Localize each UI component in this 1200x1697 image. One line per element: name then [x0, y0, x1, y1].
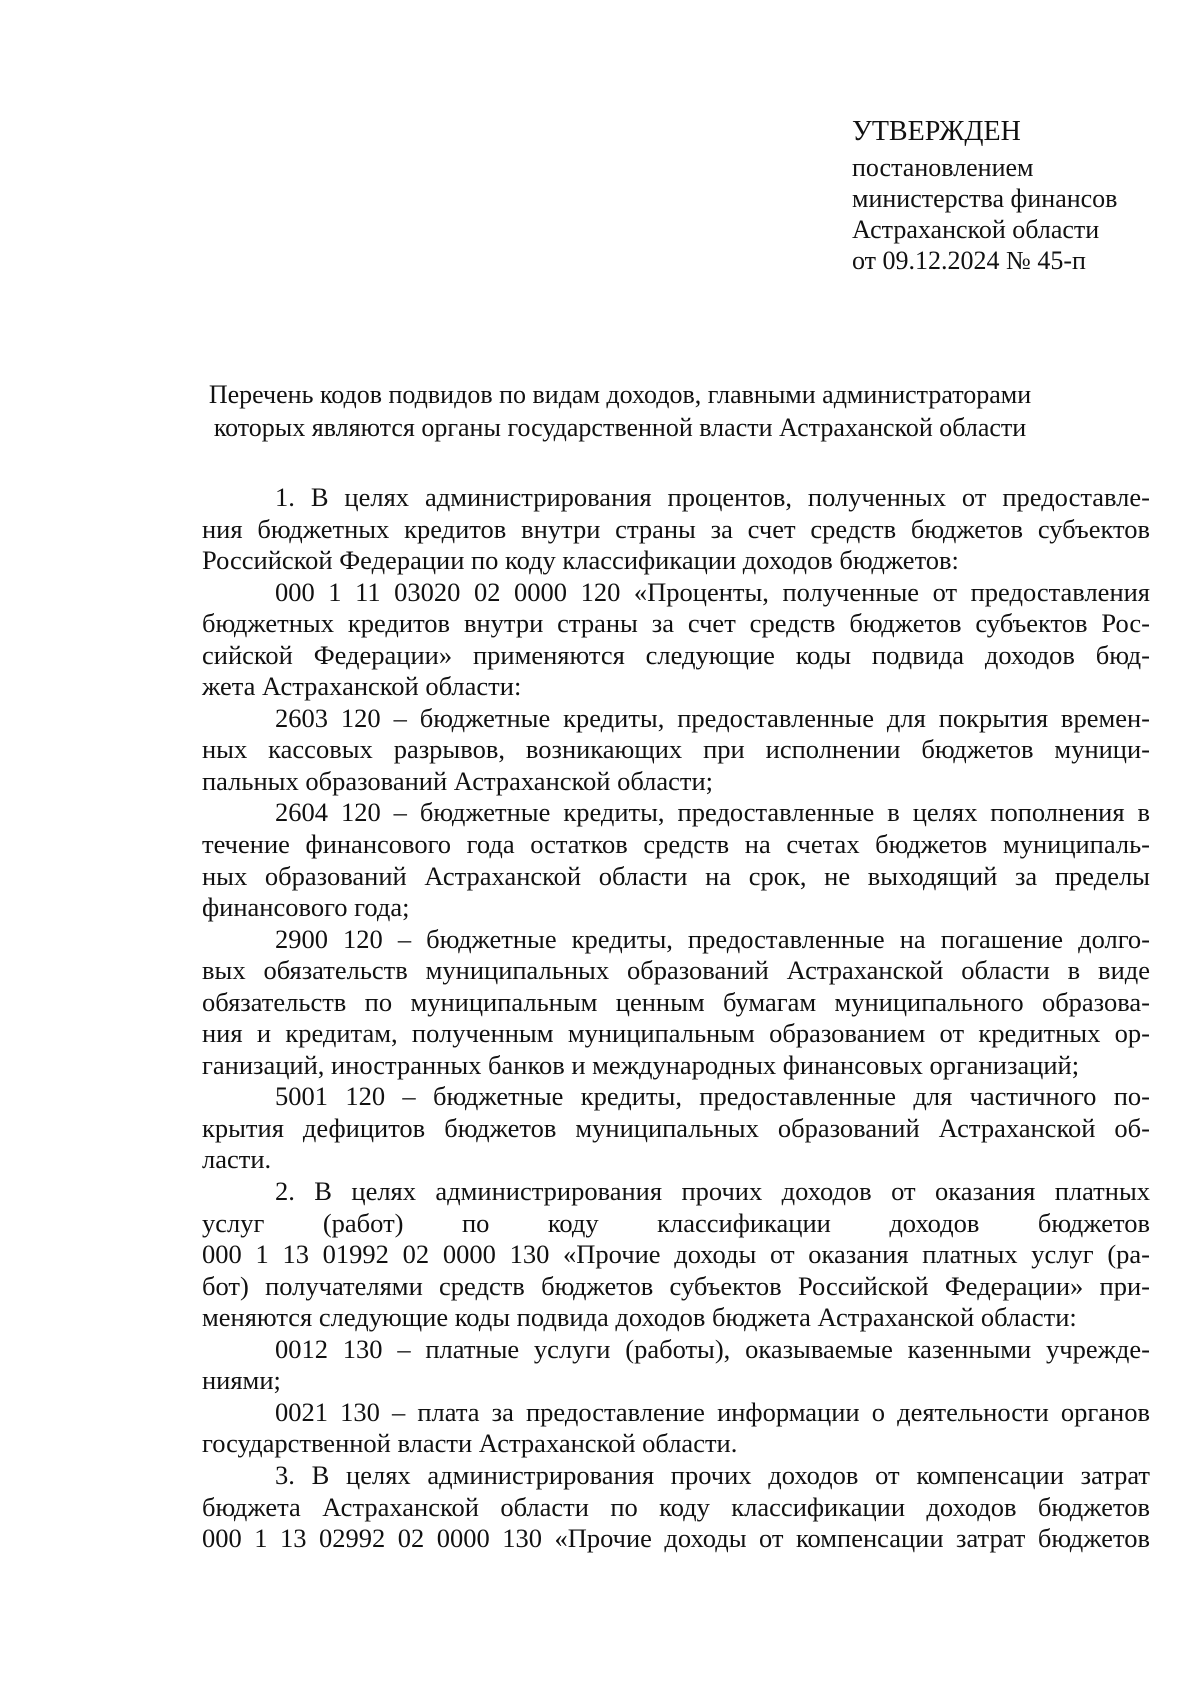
paragraph-line: жета Астраханской области:: [202, 671, 522, 702]
paragraph-line: пальных образований Астраханской области;: [202, 765, 714, 796]
paragraph-line: сийской Федерации» применяются следующие коды подвида доходов бюд-: [202, 639, 1150, 670]
paragraph: [202, 797, 1150, 923]
heading-line: Перечень кодов подвидов по видам доходов, главными администраторами: [208, 380, 1032, 409]
paragraph: [202, 577, 1150, 703]
document-heading: [180, 378, 1060, 444]
paragraph: [202, 1334, 1150, 1397]
paragraph-line: ных кассовых разрывов, возникающих при исполнении бюджетов муници-: [202, 734, 1150, 765]
paragraph-line: 000 1 13 01992 02 0000 130 «Прочие доходы от оказания платных услуг (ра-: [202, 1239, 1150, 1270]
paragraph-line: 1. В целях администрирования процентов, полученных от предоставле-: [275, 482, 1150, 512]
approval-stamp: [852, 112, 1172, 276]
heading-line: которых являются органы государственной власти Астраханской области: [213, 413, 1027, 442]
paragraph-line: ласти.: [202, 1144, 272, 1175]
paragraph-line: 2603 120 – бюджетные кредиты, предоставленные для покрытия времен-: [275, 702, 1150, 733]
paragraph-line: бюджета Астраханской области по коду классификации доходов бюджетов: [202, 1491, 1150, 1522]
paragraph-line: 5001 120 – бюджетные кредиты, предоставленные для частичного по-: [275, 1081, 1150, 1112]
approval-line: от 09.12.2024 № 45-п: [852, 246, 1086, 275]
paragraph: [202, 1176, 1150, 1334]
paragraph-line: течение финансового года остатков средств на счетах бюджетов муниципаль-: [202, 829, 1150, 860]
paragraph-line: вых обязательств муниципальных образований Астраханской области в виде: [202, 955, 1150, 986]
document-body: [202, 482, 1150, 1555]
paragraph-line: 2604 120 – бюджетные кредиты, предоставленные в целях пополнения в: [275, 797, 1150, 828]
paragraph-line: 000 1 11 03020 02 0000 120 «Проценты, полученные от предоставления: [275, 576, 1150, 607]
paragraph-line: финансового года;: [202, 892, 410, 923]
paragraph: [202, 1460, 1150, 1555]
approval-line: постановлением: [852, 153, 1034, 182]
paragraph-line: ганизаций, иностранных банков и международных финансовых организаций;: [202, 1049, 1080, 1080]
paragraph-line: 2. В целях администрирования прочих доходов от оказания платных: [275, 1176, 1150, 1207]
paragraph-line: ниями;: [202, 1365, 281, 1396]
paragraph: [202, 924, 1150, 1082]
paragraph-line: бот) получателями средств бюджетов субъектов Российской Федерации» при-: [202, 1270, 1150, 1301]
paragraph-line: обязательств по муниципальным ценным бумагам муниципального образова-: [202, 986, 1150, 1017]
approval-line: министерства финансов: [852, 184, 1118, 213]
paragraph-line: 2900 120 – бюджетные кредиты, предоставленные на погашение долго-: [275, 923, 1150, 954]
paragraph-line: 0021 130 – плата за предоставление информации о деятельности органов: [275, 1396, 1150, 1427]
paragraph-line: 3. В целях администрирования прочих доходов от компенсации затрат: [275, 1459, 1150, 1490]
paragraph-line: бюджетных кредитов внутри страны за счет средств бюджетов субъектов Рос-: [202, 608, 1150, 639]
paragraph-line: меняются следующие коды подвида доходов бюджета Астраханской области:: [202, 1302, 1077, 1333]
paragraph-line: услуг (работ) по коду классификации доходов бюджетов: [202, 1207, 1150, 1238]
paragraph: [202, 1081, 1150, 1176]
paragraph: [202, 1397, 1150, 1460]
paragraph-line: крытия дефицитов бюджетов муниципальных образований Астраханской об-: [202, 1112, 1150, 1143]
paragraph-line: Российской Федерации по коду классификации доходов бюджетов:: [202, 545, 959, 576]
paragraph-line: ных образований Астраханской области на срок, не выходящий за пределы: [202, 860, 1150, 891]
paragraph-line: 0012 130 – платные услуги (работы), оказываемые казенными учрежде-: [275, 1333, 1150, 1364]
paragraph-line: 000 1 13 02992 02 0000 130 «Прочие доходы от компенсации затрат бюджетов: [202, 1523, 1150, 1554]
approval-line: Астраханской области: [852, 215, 1100, 244]
paragraph-line: ния бюджетных кредитов внутри страны за счет средств бюджетов субъектов: [202, 513, 1150, 544]
paragraph-line: государственной власти Астраханской области.: [202, 1428, 738, 1459]
paragraph: [202, 703, 1150, 798]
paragraph: [202, 482, 1150, 577]
paragraph-line: ния и кредитам, полученным муниципальным образованием от кредитных ор-: [202, 1018, 1150, 1049]
approval-title: УТВЕРЖДЕН: [852, 116, 1021, 147]
